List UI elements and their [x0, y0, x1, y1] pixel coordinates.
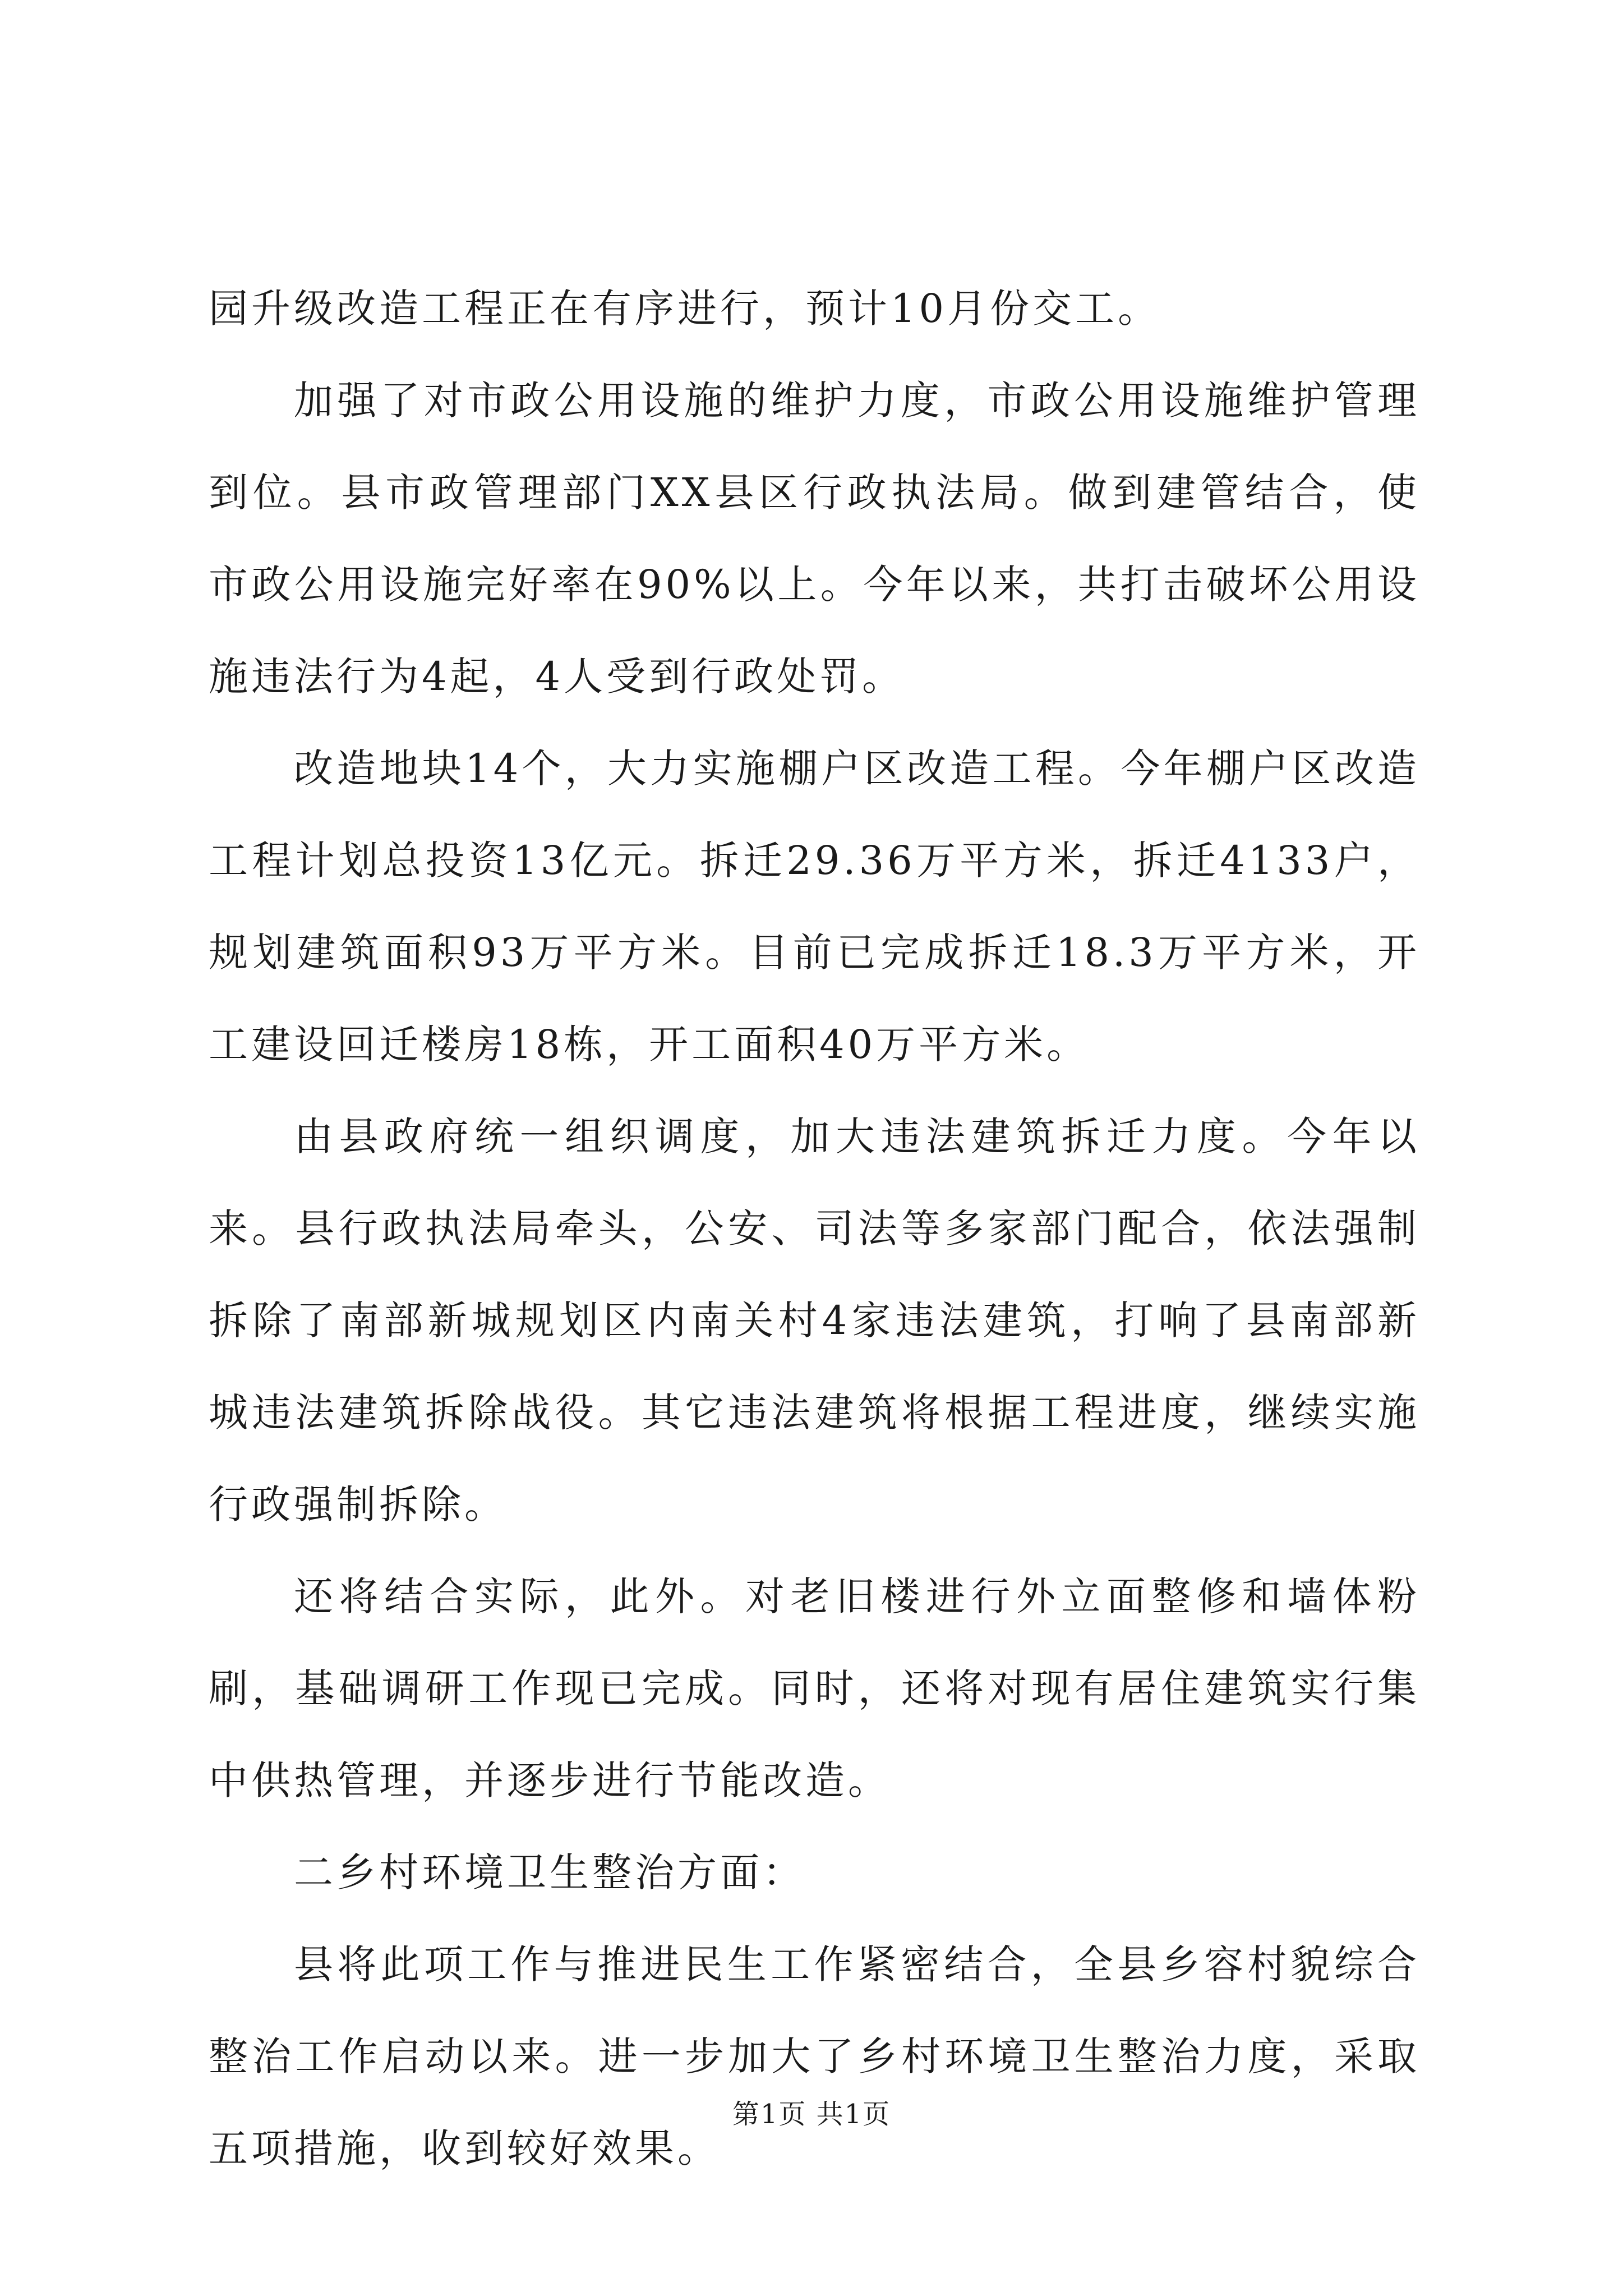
paragraph-municipal-maintenance: 加强了对市政公用设施的维护力度，市政公用设施维护管理到位。县市政管理部门XX县区行政执法局。做到建管结合，使市政公用设施完好率在90%以上。今年以来，共打击破坏公用设施违法行为4起，4人受到行政处罚。: [209, 378, 1420, 700]
paragraph-illegal-building-demolition: 由县政府统一组织调度，加大违法建筑拆迁力度。今年以来。县行政执法局牵头，公安、司法等多家部门配合，依法强制拆除了南部新城规划区内南关村4家违法建筑，打响了县南部新城违法建筑拆除战役。其它违法建筑将根据工程进度，继续实施行政强制拆除。: [209, 1114, 1420, 1527]
paragraph-old-building-renovation: 还将结合实际，此外。对老旧楼进行外立面整修和墙体粉刷，基础调研工作现已完成。同时，还将对现有居住建筑实行集中供热管理，并逐步进行节能改造。: [209, 1573, 1420, 1803]
paragraph-rural-sanitation: 县将此项工作与推进民生工作紧密结合，全县乡容村貌综合整治工作启动以来。进一步加大了乡村环境卫生整治力度，采取五项措施，收到较好效果。: [209, 1941, 1420, 2171]
page-number-footer: 第1页 共1页: [732, 2099, 891, 2130]
paragraph-shantytown-renovation: 改造地块14个，大力实施棚户区改造工程。今年棚户区改造工程计划总投资13亿元。拆迁29.36万平方米，拆迁4133户，规划建筑面积93万平方米。目前已完成拆迁18.3万平方米，开工建设回迁楼房18栋，开工面积40万平方米。: [209, 746, 1420, 1068]
section-heading-rural-sanitation: 二乡村环境卫生整治方面：: [294, 1849, 805, 1895]
document-body: [209, 263, 1420, 2194]
paragraph-continuation: 园升级改造工程正在有序进行，预计10月份交工。: [209, 286, 1161, 332]
